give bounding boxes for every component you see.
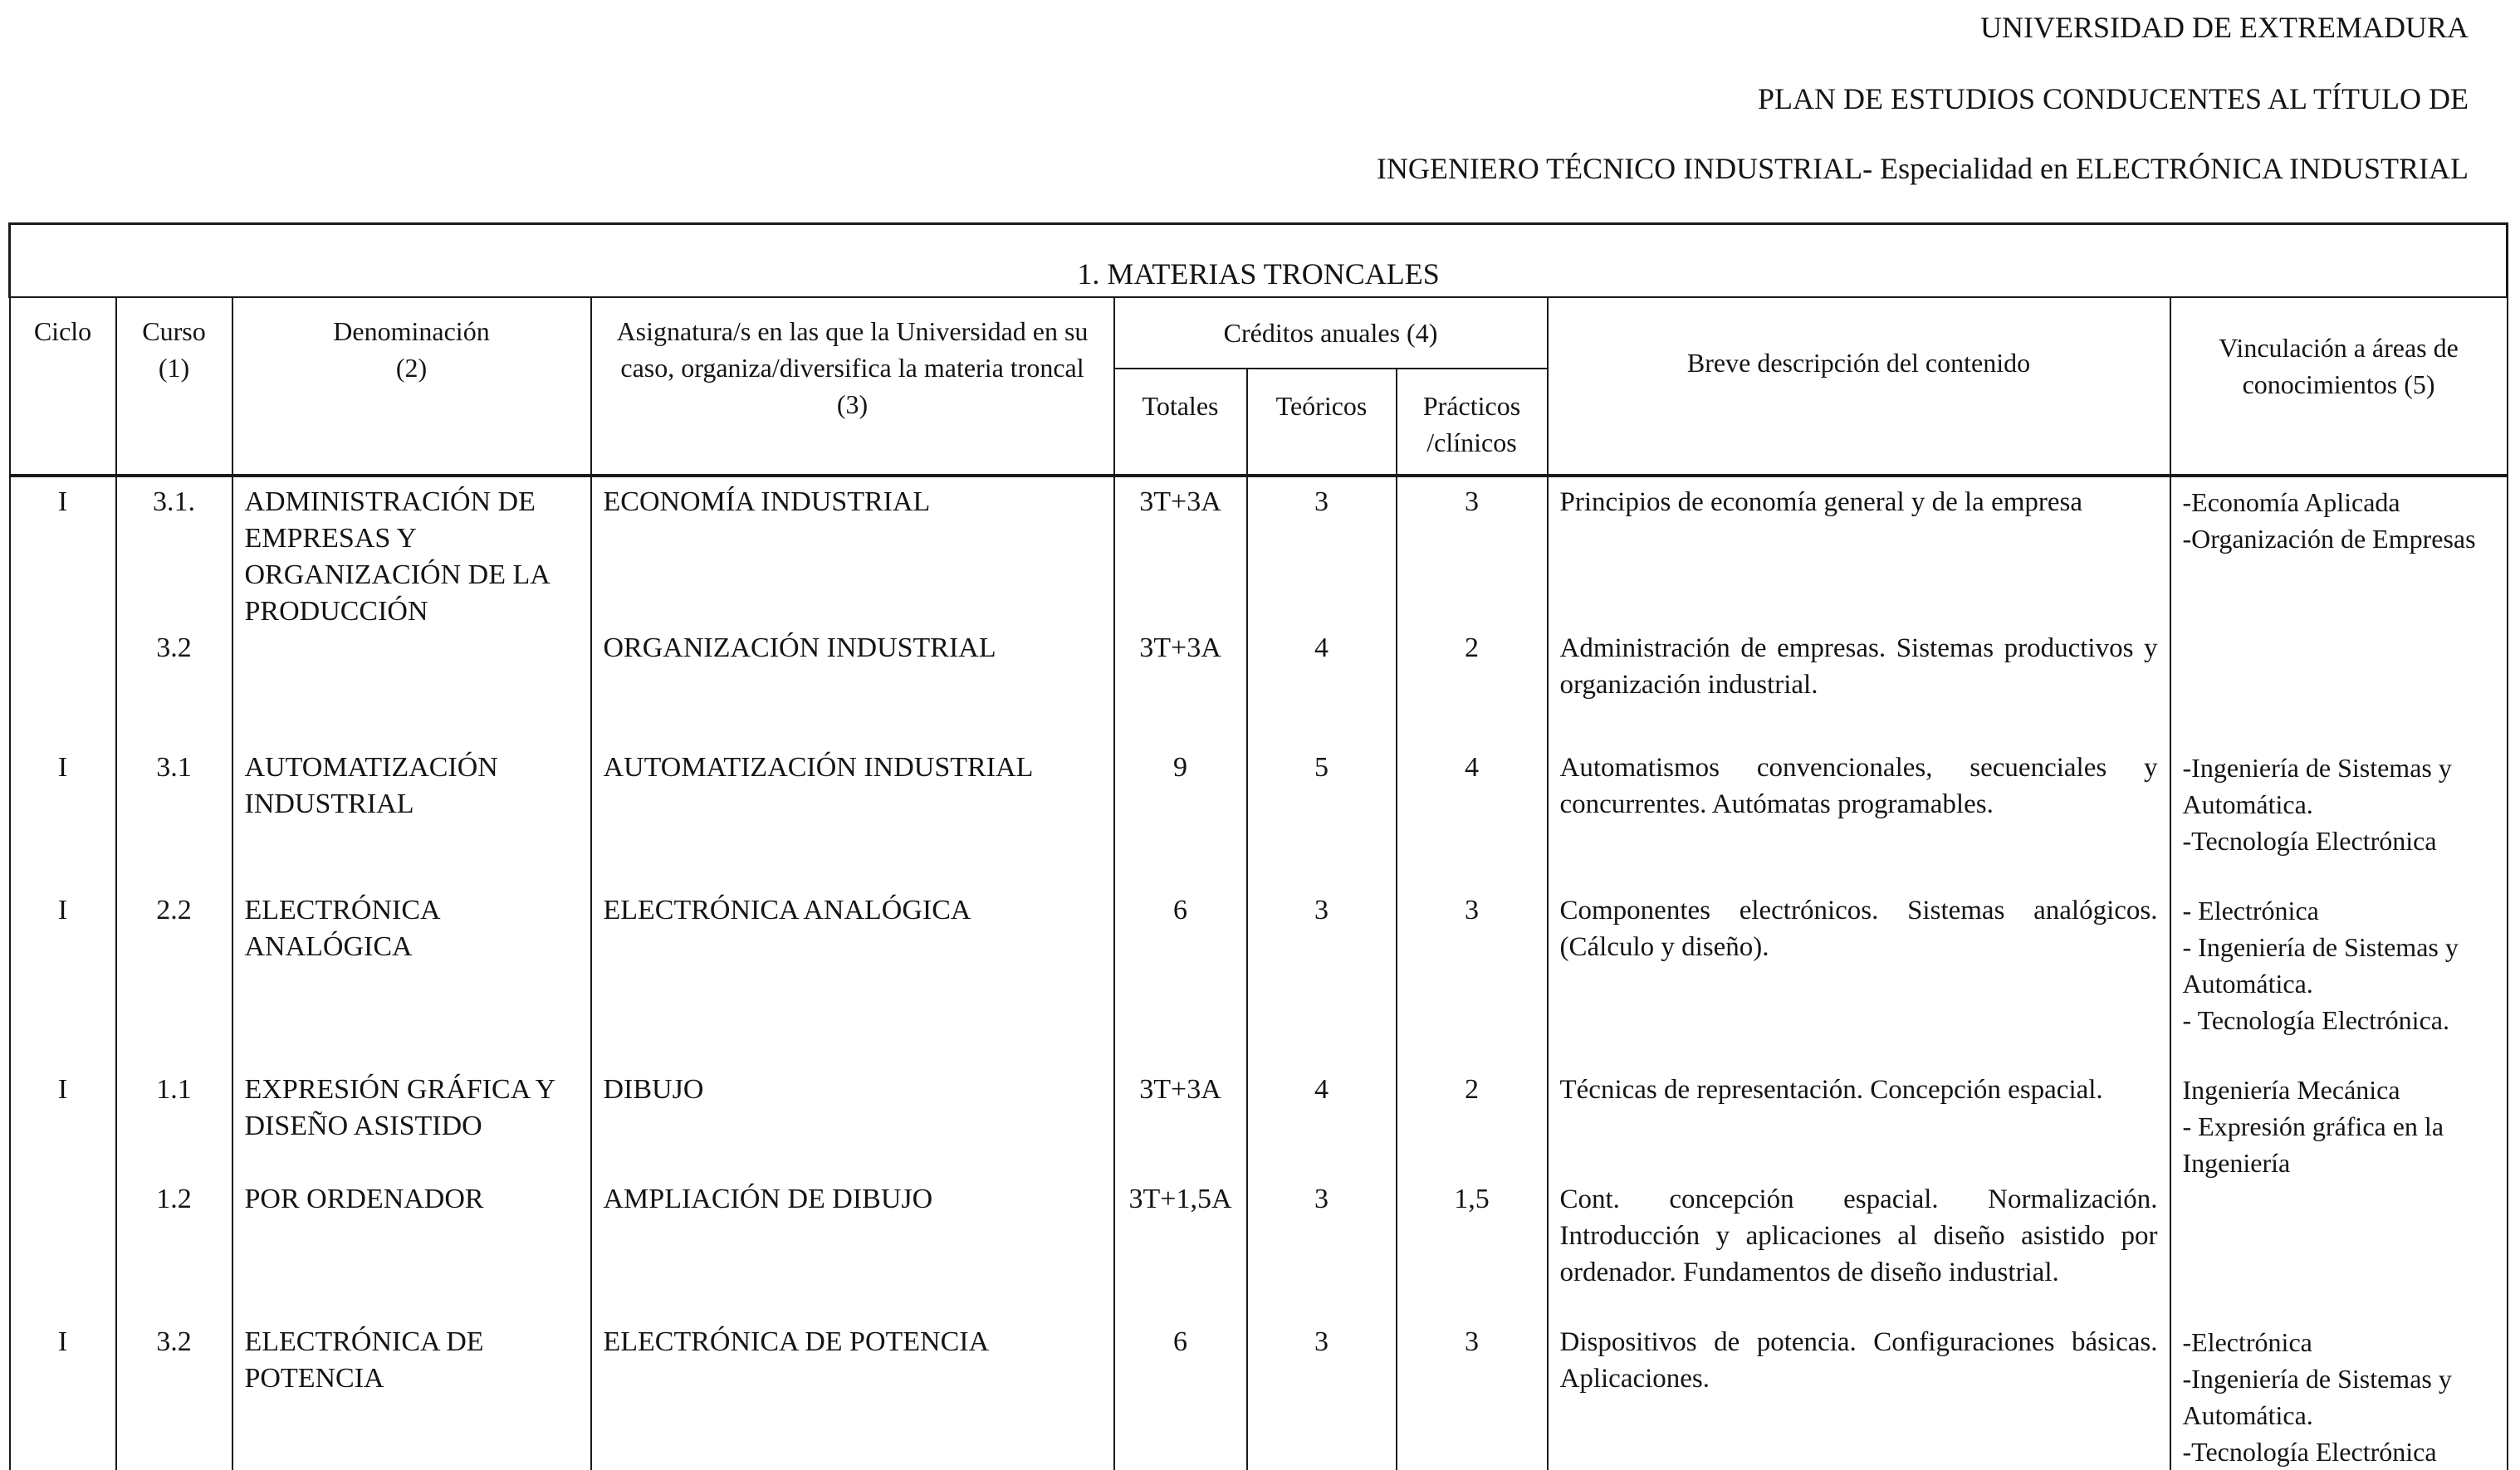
cell-asignatura: ORGANIZACIÓN INDUSTRIAL: [591, 630, 1114, 703]
cell-descripcion: Técnicas de representación. Concepción espacial.: [1548, 1072, 2170, 1181]
table-row: [10, 1072, 2508, 1181]
header-degree: INGENIERO TÉCNICO INDUSTRIAL- Especialidad en ELECTRÓNICA INDUSTRIAL: [1376, 152, 2469, 185]
col-teoricos: Teóricos: [1247, 369, 1397, 476]
table-row: [10, 750, 2508, 859]
cell-practicos: 3: [1397, 476, 1548, 630]
cell-vinculacion: -Economía Aplicada -Organización de Empresas: [2170, 476, 2508, 630]
cell-curso: 3.1.: [116, 476, 232, 630]
cell-asignatura: DIBUJO: [591, 1072, 1114, 1181]
table-row: [10, 1181, 2508, 1291]
cell-curso: 3.1: [116, 750, 232, 859]
col-practicos: Prácticos /clínicos: [1397, 369, 1548, 476]
cell-descripcion: Cont. concepción espacial. Normalización. Introducción y aplicaciones al diseño asistido por ordenador. Fundamentos de diseño industrial.: [1548, 1181, 2170, 1291]
table-row: [10, 1324, 2508, 1470]
cell-curso: 3.2: [116, 630, 232, 703]
col-creditos: Créditos anuales (4): [1114, 297, 1548, 369]
cell-descripcion: Principios de economía general y de la empresa: [1548, 476, 2170, 630]
cell-asignatura: AMPLIACIÓN DE DIBUJO: [591, 1181, 1114, 1291]
cell-vinculacion: -Electrónica -Ingeniería de Sistemas y Automática. -Tecnología Electrónica: [2170, 1324, 2508, 1470]
cell-denominacion: [232, 630, 591, 703]
cell-totales: 3T+1,5A: [1114, 1181, 1247, 1291]
cell-descripcion: Administración de empresas. Sistemas productivos y organización industrial.: [1548, 630, 2170, 703]
table-row: [10, 892, 2508, 1038]
cell-teoricos: 3: [1247, 476, 1397, 630]
cell-vinculacion: [2170, 1181, 2508, 1291]
col-denominacion: Denominación (2): [232, 297, 591, 476]
cell-teoricos: 4: [1247, 1072, 1397, 1181]
cell-ciclo: [10, 1181, 116, 1291]
cell-descripcion: Componentes electrónicos. Sistemas analógicos. (Cálculo y diseño).: [1548, 892, 2170, 1038]
table-row: [10, 630, 2508, 703]
cell-vinculacion: [2170, 630, 2508, 703]
cell-totales: 3T+3A: [1114, 476, 1247, 630]
cell-practicos: 3: [1397, 1324, 1548, 1470]
cell-totales: 6: [1114, 892, 1247, 1038]
cell-curso: 1.2: [116, 1181, 232, 1291]
materias-troncales-table: [8, 222, 2506, 1470]
col-descripcion: Breve descripción del contenido: [1548, 297, 2170, 476]
cell-asignatura: ELECTRÓNICA DE POTENCIA: [591, 1324, 1114, 1470]
cell-asignatura: ELECTRÓNICA ANALÓGICA: [591, 892, 1114, 1038]
cell-descripcion: Dispositivos de potencia. Configuraciones básicas. Aplicaciones.: [1548, 1324, 2170, 1470]
cell-vinculacion: -Ingeniería de Sistemas y Automática. -Tecnología Electrónica: [2170, 750, 2508, 859]
cell-teoricos: 4: [1247, 630, 1397, 703]
cell-totales: 3T+3A: [1114, 630, 1247, 703]
cell-curso: 1.1: [116, 1072, 232, 1181]
cell-practicos: 1,5: [1397, 1181, 1548, 1291]
cell-vinculacion: Ingeniería Mecánica - Expresión gráfica en la Ingeniería: [2170, 1072, 2508, 1181]
cell-ciclo: I: [10, 892, 116, 1038]
header-university: UNIVERSIDAD DE EXTREMADURA: [1980, 11, 2469, 44]
cell-denominacion: ELECTRÓNICA ANALÓGICA: [232, 892, 591, 1038]
cell-teoricos: 3: [1247, 892, 1397, 1038]
cell-asignatura: ECONOMÍA INDUSTRIAL: [591, 476, 1114, 630]
col-totales: Totales: [1114, 369, 1247, 476]
cell-denominacion: POR ORDENADOR: [232, 1181, 591, 1291]
cell-denominacion: EXPRESIÓN GRÁFICA Y DISEÑO ASISTIDO: [232, 1072, 591, 1181]
cell-practicos: 2: [1397, 1072, 1548, 1181]
cell-ciclo: I: [10, 476, 116, 630]
cell-totales: 3T+3A: [1114, 1072, 1247, 1181]
cell-totales: 9: [1114, 750, 1247, 859]
cell-curso: 2.2: [116, 892, 232, 1038]
cell-vinculacion: - Electrónica - Ingeniería de Sistemas y Automática. - Tecnología Electrónica.: [2170, 892, 2508, 1038]
cell-denominacion: ADMINISTRACIÓN DE EMPRESAS Y ORGANIZACIÓN DE LA PRODUCCIÓN: [232, 476, 591, 630]
col-curso: Curso (1): [116, 297, 232, 476]
cell-denominacion: AUTOMATIZACIÓN INDUSTRIAL: [232, 750, 591, 859]
cell-ciclo: I: [10, 750, 116, 859]
cell-curso: 3.2: [116, 1324, 232, 1470]
table-title: 1. MATERIAS TRONCALES: [10, 224, 2508, 298]
cell-ciclo: I: [10, 1324, 116, 1470]
cell-practicos: 4: [1397, 750, 1548, 859]
cell-asignatura: AUTOMATIZACIÓN INDUSTRIAL: [591, 750, 1114, 859]
cell-teoricos: 3: [1247, 1181, 1397, 1291]
cell-ciclo: I: [10, 1072, 116, 1181]
cell-ciclo: [10, 630, 116, 703]
cell-denominacion: ELECTRÓNICA DE POTENCIA: [232, 1324, 591, 1470]
col-vinculacion: Vinculación a áreas de conocimientos (5): [2170, 297, 2508, 476]
header-plan: PLAN DE ESTUDIOS CONDUCENTES AL TÍTULO DE: [1758, 82, 2469, 115]
cell-teoricos: 5: [1247, 750, 1397, 859]
col-ciclo: Ciclo: [10, 297, 116, 476]
cell-totales: 6: [1114, 1324, 1247, 1470]
table-row: [10, 476, 2508, 630]
cell-teoricos: 3: [1247, 1324, 1397, 1470]
cell-practicos: 2: [1397, 630, 1548, 703]
cell-practicos: 3: [1397, 892, 1548, 1038]
cell-descripcion: Automatismos convencionales, secuenciales y concurrentes. Autómatas programables.: [1548, 750, 2170, 859]
col-asignatura: Asignatura/s en las que la Universidad en su caso, organiza/diversifica la materia troncal (3): [591, 297, 1114, 476]
